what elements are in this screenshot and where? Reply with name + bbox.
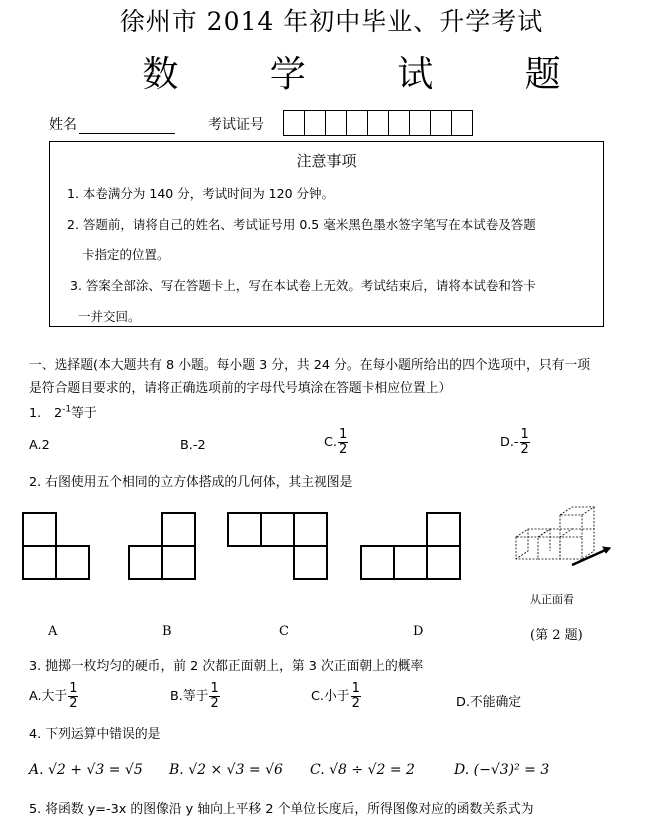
fraction: $\frac{1}{2}$ — [520, 427, 529, 457]
fraction: $\frac{1}{2}$ — [339, 427, 348, 457]
q4-option-c[interactable]: C. √8 ÷ √2 = 2 — [310, 762, 415, 778]
id-box[interactable] — [304, 110, 326, 136]
q2-label-d[interactable]: D — [413, 624, 424, 639]
id-box[interactable] — [367, 110, 389, 136]
q2-label-a[interactable]: A — [48, 624, 58, 639]
id-boxes[interactable] — [284, 110, 473, 136]
view-b — [129, 513, 195, 579]
exam-subtitle: 数 学 试 题 — [142, 54, 601, 95]
fraction: $\frac{1}{2}$ — [69, 681, 78, 711]
q1-option-d[interactable]: D.- $\frac{1}{2}$ — [500, 427, 529, 457]
notice-item: 一并交回。 — [78, 309, 141, 324]
notice-item: 1. 本卷满分为 140 分，考试时间为 120 分钟。 — [67, 186, 335, 201]
exam-title: 徐州市 2014 年初中毕业、升学考试 — [119, 7, 544, 36]
fraction: $\frac{1}{2}$ — [351, 681, 360, 711]
q1-stem: 1. $2^{-1}$等于 — [29, 404, 97, 421]
view-d — [361, 513, 460, 579]
q2-solid-figure — [510, 503, 625, 583]
notice-item: 2. 答题前，请将自己的姓名、考试证号用 0.5 毫米黑色墨水签字笔写在本试卷及答题 — [67, 217, 536, 232]
q2-figure-caption: (第 2 题) — [530, 628, 583, 643]
q5-stem: 5. 将函数 y=-3x 的图像沿 y 轴向上平移 2 个单位长度后，所得图像对应的函数关系式为 — [29, 802, 534, 817]
q2-stem: 2. 右图使用五个相同的立方体搭成的几何体，其主视图是 — [29, 475, 353, 490]
q3-option-a[interactable]: A.大于 $\frac{1}{2}$ — [29, 681, 78, 711]
view-a — [23, 513, 89, 579]
q4-option-d[interactable]: D. (−√3)² = 3 — [454, 762, 550, 778]
q1-option-a[interactable]: A.2 — [29, 438, 50, 453]
id-box[interactable] — [388, 110, 410, 136]
q3-option-c[interactable]: C.小于 $\frac{1}{2}$ — [311, 681, 360, 711]
id-box[interactable] — [325, 110, 347, 136]
q1-option-c[interactable]: C. $\frac{1}{2}$ — [324, 427, 348, 457]
q3-option-b[interactable]: B.等于 $\frac{1}{2}$ — [170, 681, 219, 711]
q3-stem: 3. 抛掷一枚均匀的硬币，前 2 次都正面朝上，第 3 次正面朝上的概率 — [29, 659, 424, 674]
q3-option-d[interactable]: D.不能确定 — [456, 695, 522, 710]
section-intro-2: 是符合题目要求的，请将正确选项前的字母代号填涂在答题卡相应位置上） — [29, 381, 452, 396]
id-box[interactable] — [451, 110, 473, 136]
view-direction-caption: 从正面看 — [530, 593, 574, 606]
id-box[interactable] — [430, 110, 452, 136]
name-blank[interactable] — [79, 119, 175, 134]
notice-box — [49, 141, 604, 327]
fraction: $\frac{1}{2}$ — [210, 681, 219, 711]
q2-label-b[interactable]: B — [162, 624, 172, 639]
id-label: 考试证号 — [208, 117, 264, 133]
q4-stem: 4. 下列运算中错误的是 — [29, 727, 161, 742]
notice-title: 注意事项 — [296, 152, 357, 170]
q4-option-b[interactable]: B. √2 × √3 = √6 — [169, 762, 283, 778]
name-field — [49, 114, 175, 134]
q2-label-c[interactable]: C — [279, 624, 289, 639]
q1-option-b[interactable]: B.-2 — [180, 438, 206, 453]
name-label: 姓名 — [49, 117, 77, 133]
id-box[interactable] — [346, 110, 368, 136]
notice-item: 3. 答案全部涂、写在答题卡上，写在本试卷上无效。考试结束后，请将本试卷和答卡 — [70, 278, 536, 293]
section-intro-1: 一、选择题(本大题共有 8 小题。每小题 3 分，共 24 分。在每小题所给出的四个选项中，只有一项 — [29, 358, 591, 373]
q2-options-figures — [18, 505, 498, 585]
id-box[interactable] — [283, 110, 305, 136]
view-c — [228, 513, 327, 579]
q4-option-a[interactable]: A. √2 + √3 = √5 — [29, 762, 143, 778]
notice-item: 卡指定的位置。 — [82, 247, 170, 262]
id-box[interactable] — [409, 110, 431, 136]
